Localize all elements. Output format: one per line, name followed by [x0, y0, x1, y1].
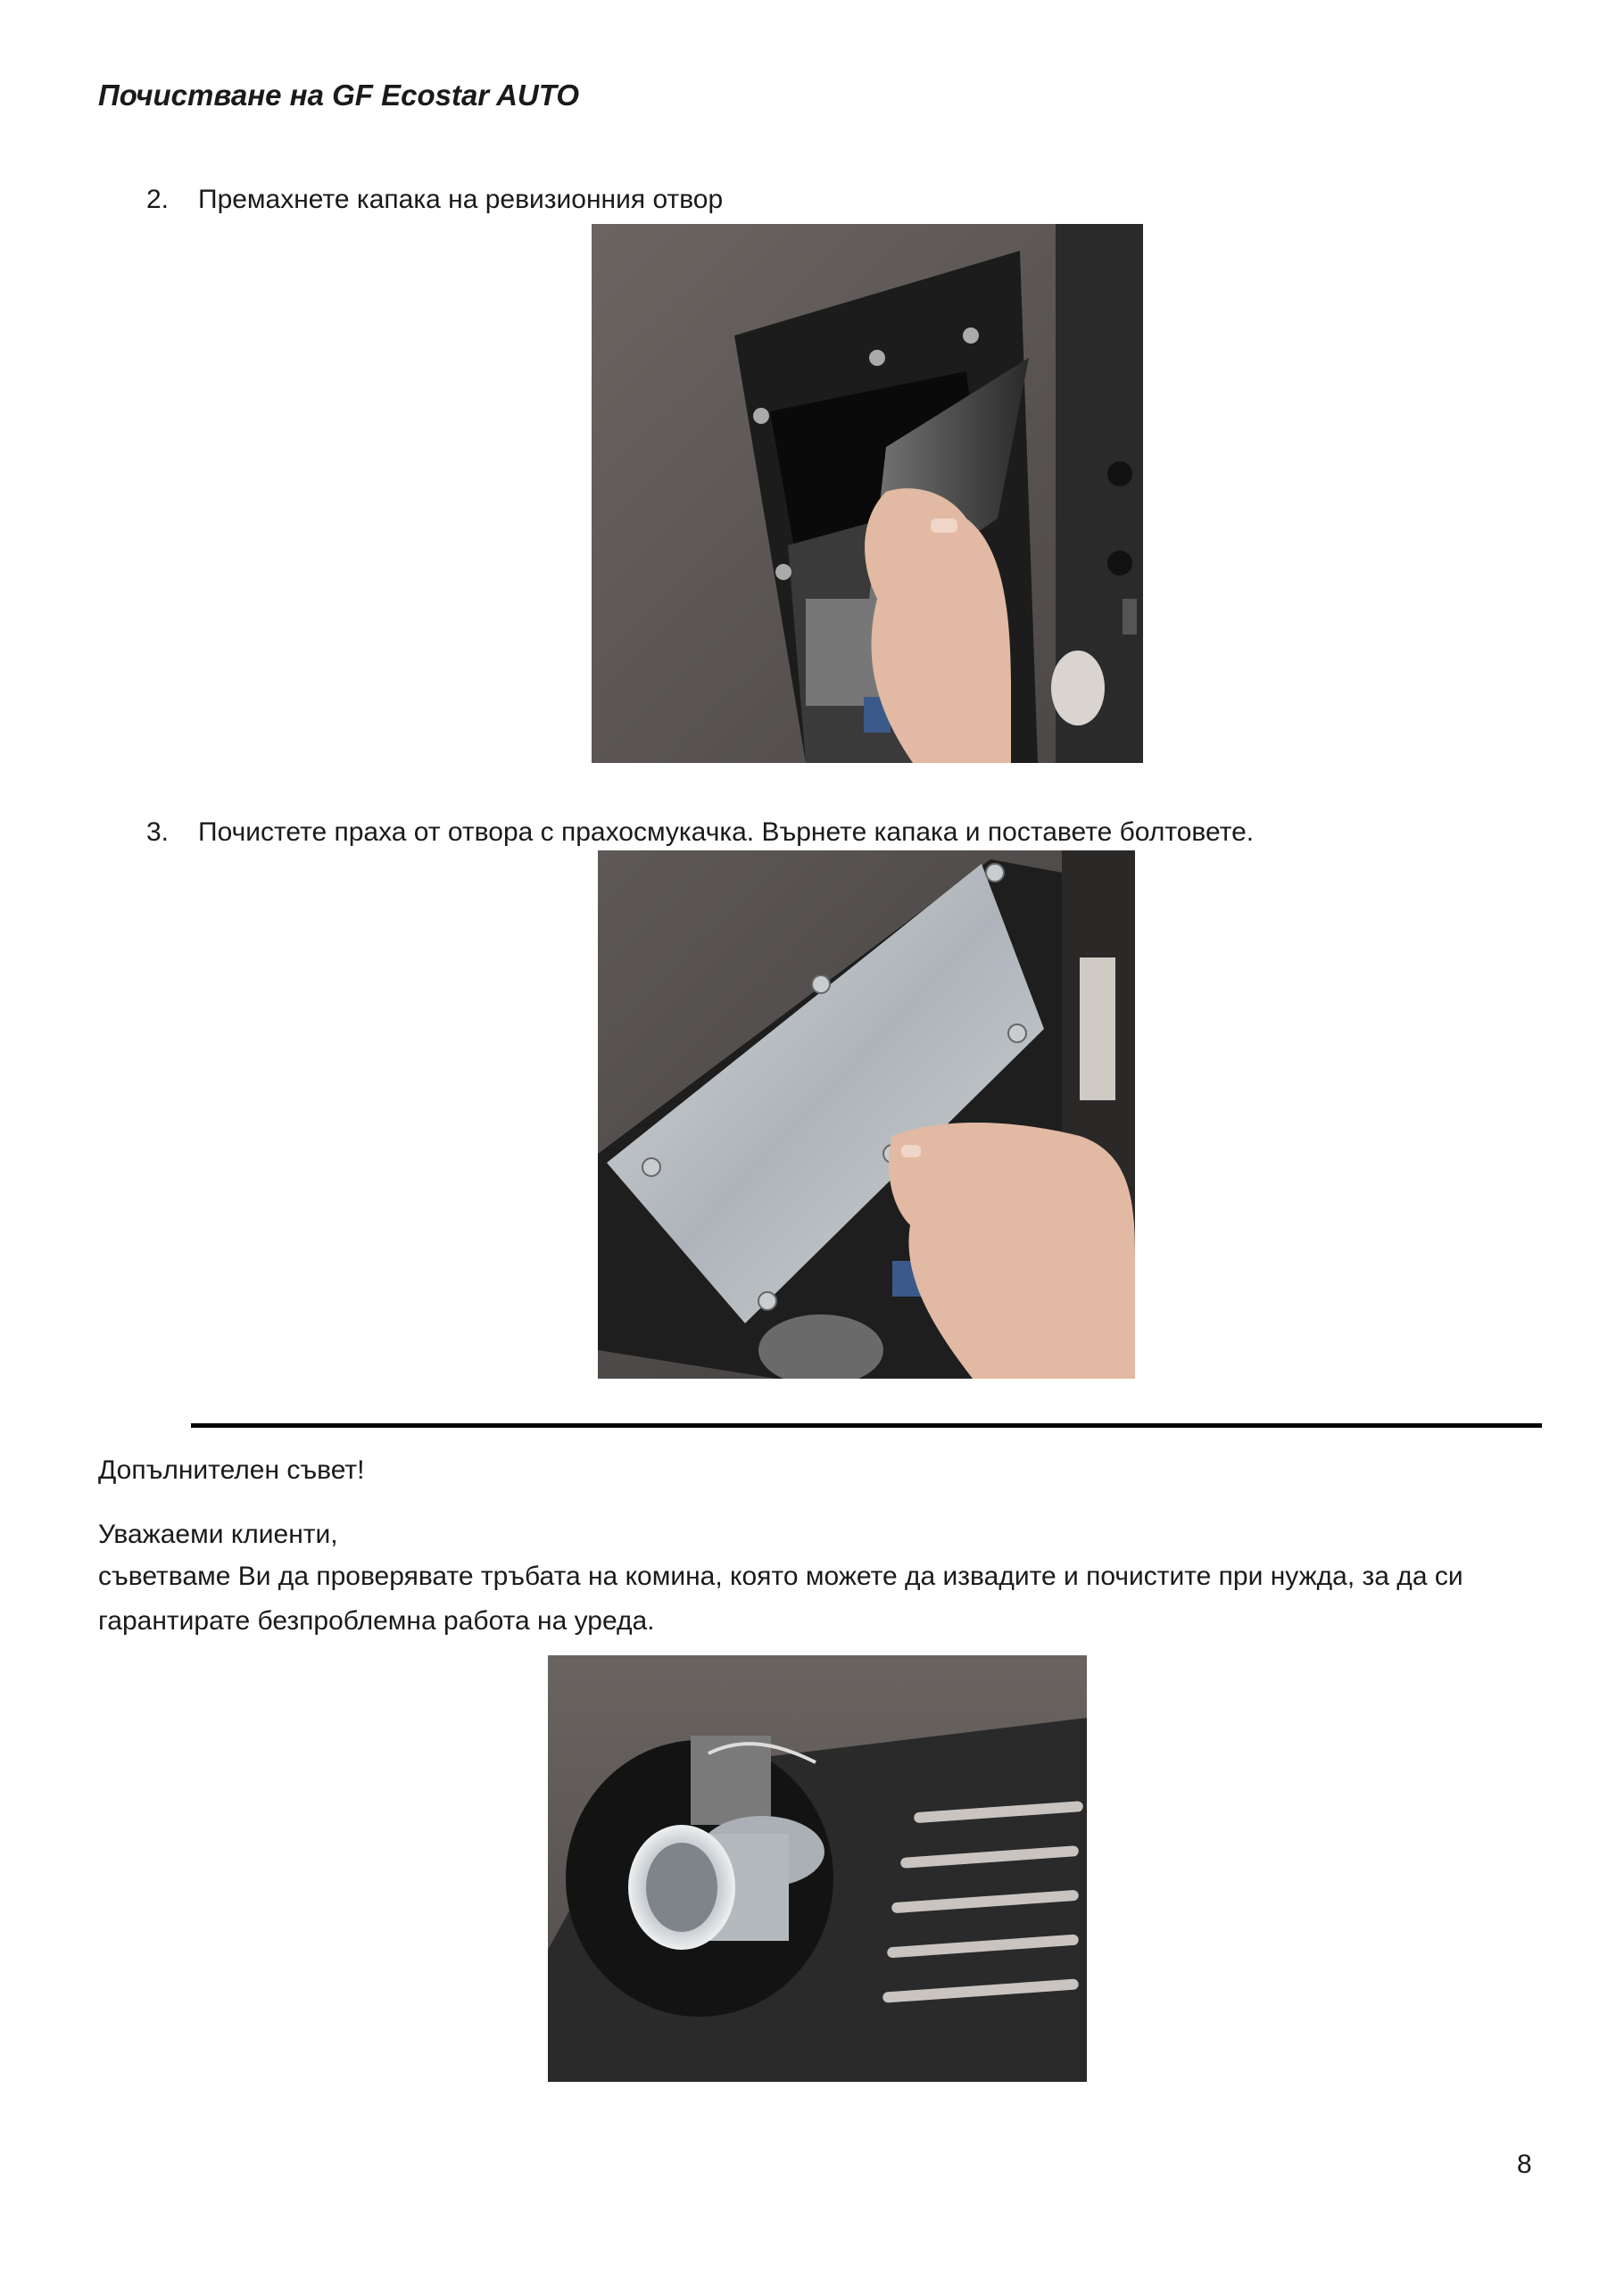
page-title: Почистване на GF Ecostar AUTO: [98, 79, 579, 112]
photo-remove-lid-image: [592, 224, 1143, 763]
step-3: [146, 815, 1254, 850]
tip-greeting: Уважаеми клиенти,: [98, 1520, 338, 1549]
step-text: Премахнете капака на ревизионния отвор: [198, 185, 724, 214]
tip-heading: Допълнителен съвет!: [98, 1455, 365, 1485]
photo-remove-lid: [592, 224, 1143, 763]
step-text: Почистете праха от отвора с прахосмукачка. Върнете капака и поставете болтовете.: [198, 817, 1255, 847]
step-number: 3.: [146, 817, 170, 847]
page-number: 8: [1517, 2150, 1532, 2179]
photo-chimney-pipe: [548, 1655, 1087, 2082]
tip-body: съветваме Ви да проверявате тръбата на комина, която можете да извадите и почистите при нужда, за да си гарантирате безпроблемна работа на уреда.: [98, 1562, 1463, 1636]
photo-chimney-pipe-image: [548, 1655, 1087, 2082]
step-2: [146, 182, 723, 218]
photo-replace-lid: [598, 850, 1135, 1379]
photo-replace-lid-image: [598, 850, 1135, 1379]
section-divider: [191, 1423, 1542, 1428]
step-number: 2.: [146, 185, 170, 214]
